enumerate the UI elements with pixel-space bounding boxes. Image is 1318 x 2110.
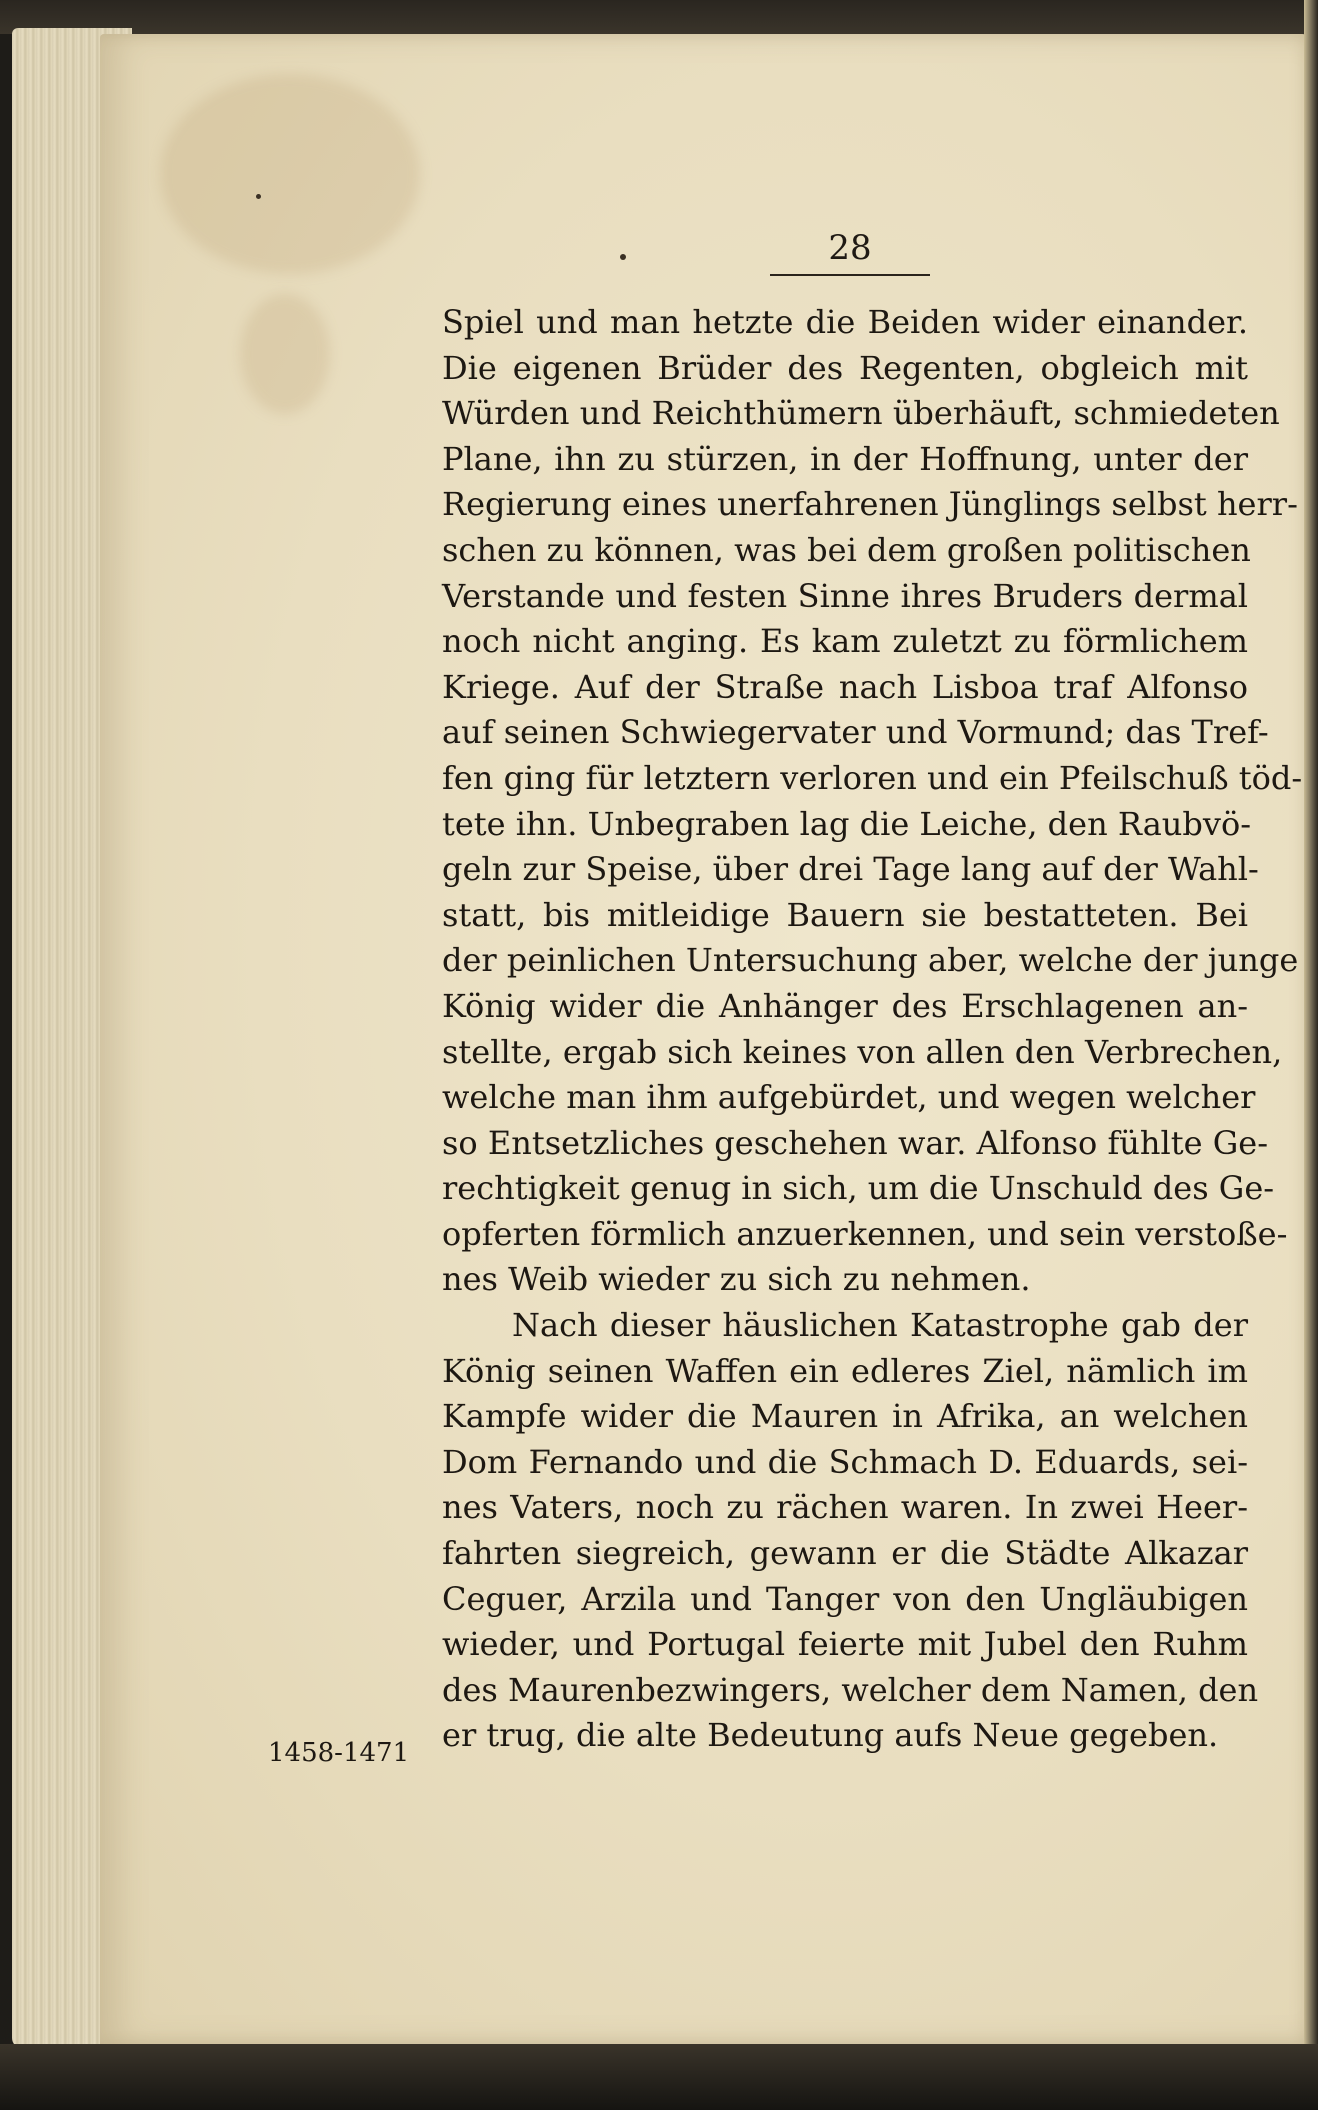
text-line: auf seinen Schwiegervater und Vormund; das Tref- bbox=[442, 713, 1269, 752]
paragraph-1 bbox=[442, 300, 1303, 1303]
text-line: Nach dieser häuslichen Katastrophe gab der bbox=[512, 1306, 1248, 1345]
margin-date-note: 1458-1471 bbox=[268, 1738, 410, 1768]
page-number: 28 bbox=[828, 228, 872, 268]
text-line: stellte, ergab sich keines von allen den Verbrechen, bbox=[442, 1032, 1283, 1071]
text-line: Ceguer, Arzila und Tanger von den Ungläubigen bbox=[442, 1579, 1248, 1618]
text-line: Kampfe wider die Mauren in Afrika, an welchen bbox=[442, 1397, 1248, 1436]
book-bottom-edge bbox=[0, 2044, 1318, 2110]
text-line: Plane, ihn zu stürzen, in der Hoffnung, unter der bbox=[442, 439, 1248, 478]
text-line: fahrten siegreich, gewann er die Städte Alkazar bbox=[442, 1534, 1248, 1573]
text-line: Würden und Reichthümern überhäuft, schmiedeten bbox=[442, 394, 1280, 433]
text-line: Kriege. Auf der Straße nach Lisboa traf Alfonso bbox=[442, 667, 1248, 706]
text-line: der peinlichen Untersuchung aber, welche der junge bbox=[442, 941, 1299, 980]
text-line: geln zur Speise, über drei Tage lang auf der Wahl- bbox=[442, 850, 1259, 889]
text-line: statt, bis mitleidige Bauern sie bestatteten. Bei bbox=[442, 895, 1248, 934]
text-line: er trug, die alte Bedeutung aufs Neue gegeben. bbox=[442, 1716, 1219, 1755]
text-line: fen ging für letztern verloren und ein Pfeilschuß töd- bbox=[442, 758, 1303, 797]
paragraph-2 bbox=[442, 1303, 1259, 1759]
text-line: Die eigenen Brüder des Regenten, obgleich mit bbox=[442, 348, 1248, 387]
body-text bbox=[442, 300, 1303, 1759]
header-rule bbox=[770, 274, 930, 276]
page-right-edge bbox=[1304, 0, 1318, 2110]
text-line: Verstande und festen Sinne ihres Bruders dermal bbox=[442, 576, 1248, 615]
text-line: opferten förmlich anzuerkennen, und sein verstoße- bbox=[442, 1214, 1288, 1253]
text-line: noch nicht anging. Es kam zuletzt zu förmlichem bbox=[442, 622, 1248, 661]
ink-speck bbox=[256, 194, 261, 199]
text-line: Regierung eines unerfahrenen Jünglings selbst herr- bbox=[442, 485, 1298, 524]
text-line: des Maurenbezwingers, welcher dem Namen, den bbox=[442, 1670, 1259, 1709]
text-line: nes Vaters, noch zu rächen waren. In zwei Heer- bbox=[442, 1488, 1248, 1527]
text-line: nes Weib wieder zu sich zu nehmen. bbox=[442, 1260, 1031, 1299]
text-line: Dom Fernando und die Schmach D. Eduards, sei- bbox=[442, 1442, 1248, 1481]
text-line: schen zu können, was bei dem großen politischen bbox=[442, 530, 1251, 569]
ink-speck bbox=[620, 254, 626, 260]
text-line: wieder, und Portugal feierte mit Jubel den Ruhm bbox=[442, 1625, 1248, 1664]
text-line: König seinen Waffen ein edleres Ziel, nämlich im bbox=[442, 1351, 1248, 1390]
paper-stain bbox=[160, 74, 420, 274]
paper-stain bbox=[240, 294, 330, 414]
text-line: welche man ihm aufgebürdet, und wegen welcher bbox=[442, 1078, 1256, 1117]
text-line: rechtigkeit genug in sich, um die Unschuld des Ge- bbox=[442, 1169, 1275, 1208]
text-line: Spiel und man hetzte die Beiden wider einander. bbox=[442, 303, 1248, 341]
text-line: König wider die Anhänger des Erschlagenen an- bbox=[442, 986, 1248, 1025]
book-cover-edge bbox=[0, 0, 1318, 34]
text-line: tete ihn. Unbegraben lag die Leiche, den Raubvö- bbox=[442, 804, 1252, 843]
text-line: so Entsetzliches geschehen war. Alfonso fühlte Ge- bbox=[442, 1123, 1269, 1162]
